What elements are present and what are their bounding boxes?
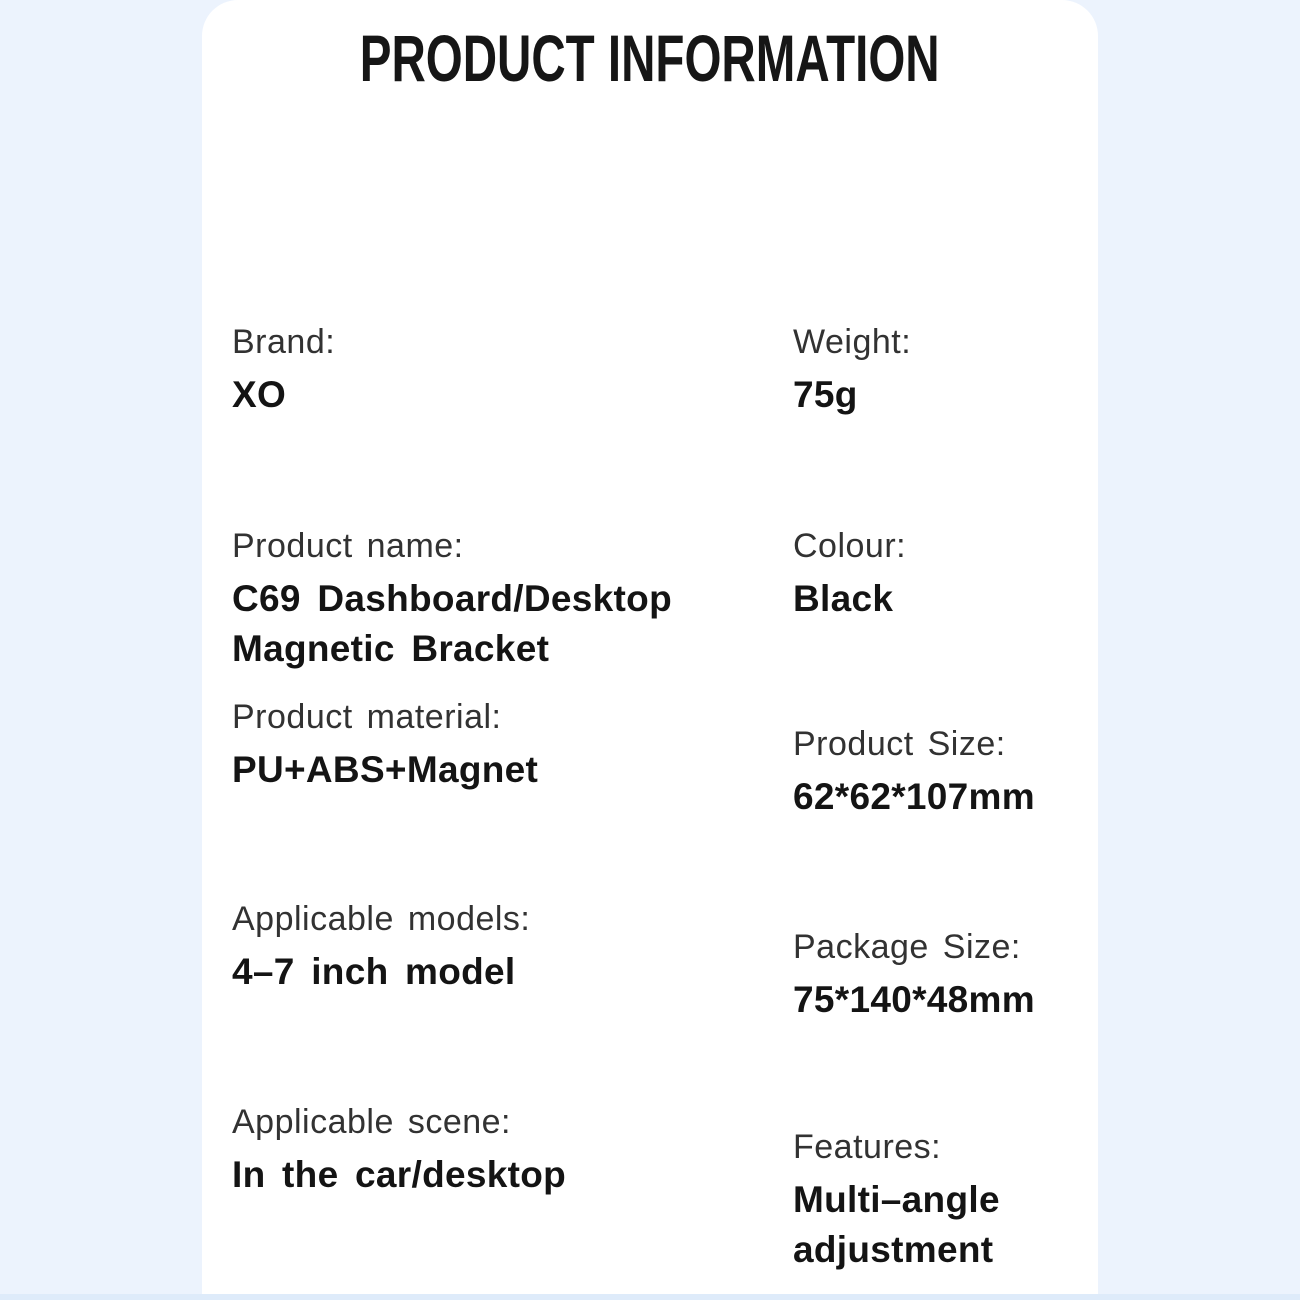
spec-applicable-scene <box>232 1099 712 1200</box>
spec-value: C69 Dashboard/Desktop Magnetic Bracket <box>232 578 672 669</box>
spec-value: In the car/desktop <box>232 1154 567 1195</box>
title-container <box>202 20 1098 96</box>
page-title: PRODUCT INFORMATION <box>360 21 940 95</box>
spec-product-material <box>232 694 712 795</box>
spec-value: XO <box>232 374 287 415</box>
spec-value: 75*140*48mm <box>793 979 1035 1020</box>
spec-value: 62*62*107mm <box>793 776 1035 817</box>
spec-label: Product name: <box>232 527 464 565</box>
spec-label: Colour: <box>793 527 907 565</box>
spec-label: Brand: <box>232 323 336 361</box>
spec-colour <box>793 523 1093 624</box>
bottom-divider <box>0 1294 1300 1300</box>
spec-value: 75g <box>793 374 858 415</box>
spec-value: Multi–angle adjustment <box>793 1179 1000 1270</box>
spec-label: Weight: <box>793 323 912 361</box>
spec-value: 4–7 inch model <box>232 951 516 992</box>
spec-value: Black <box>793 578 894 619</box>
spec-label: Product material: <box>232 698 502 736</box>
spec-label: Product Size: <box>793 725 1006 763</box>
spec-label: Features: <box>793 1128 942 1166</box>
spec-product-size <box>793 721 1093 822</box>
spec-applicable-models <box>232 896 712 997</box>
spec-product-name <box>232 523 712 674</box>
spec-features <box>793 1124 1093 1275</box>
spec-label: Package Size: <box>793 928 1021 966</box>
spec-label: Applicable scene: <box>232 1103 512 1141</box>
spec-label: Applicable models: <box>232 900 531 938</box>
spec-brand <box>232 319 712 420</box>
spec-package-size <box>793 924 1093 1025</box>
spec-value: PU+ABS+Magnet <box>232 749 539 790</box>
spec-weight <box>793 319 1093 420</box>
